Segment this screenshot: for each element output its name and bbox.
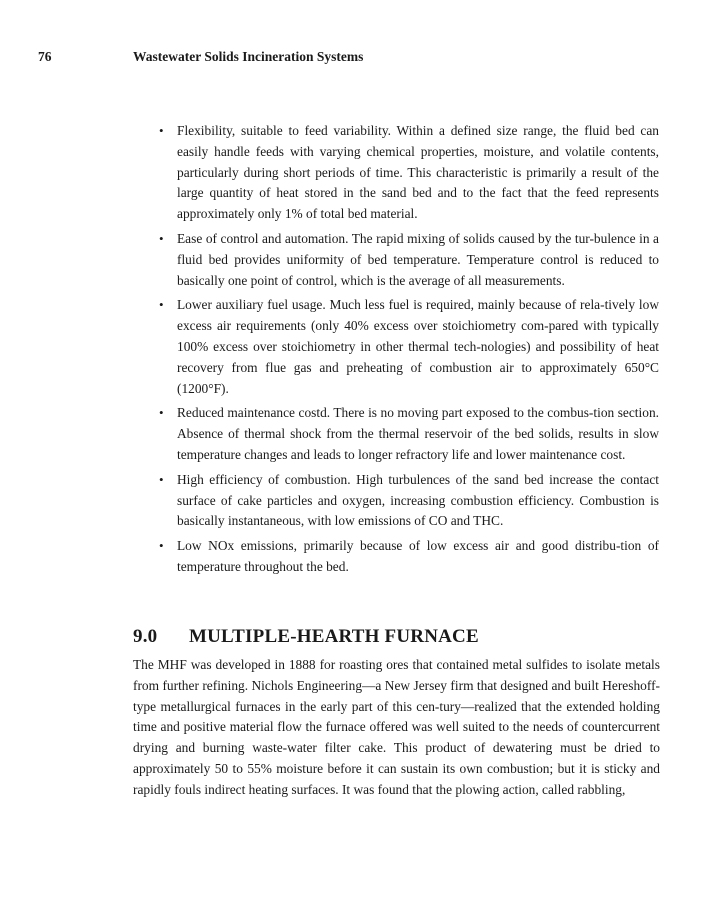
page-number: 76 bbox=[38, 49, 52, 64]
bullet-icon: • bbox=[159, 230, 164, 246]
section-multiple-hearth-furnace bbox=[133, 626, 660, 801]
bullet-item-flexibility bbox=[159, 121, 659, 225]
bullet-icon: • bbox=[159, 123, 164, 138]
bullet-text: High efficiency of combustion. High turbulences of the sand bed increase the contact surface of cake particles and oxygen, increasing combustion efficiency. Combustion is basically instantaneous, with low emissions of CO and THC. bbox=[177, 471, 659, 529]
section-heading bbox=[133, 626, 660, 648]
running-header bbox=[38, 49, 678, 69]
section-number: 9.0 bbox=[133, 626, 158, 647]
section-paragraph: The MHF was developed in 1888 for roasting ores that contained metal sulfides to isolate metals from further refining. Nichols Engineering—a New Jersey firm that designed and built Hereshoff-type metallurgical furnaces in the early part of this cen-tury—realized that the extended holding time and positive material flow the furnace offered was well suited to the needs of countercurrent drying and burning waste-water filter cake. This product of dewatering must be dried to approximately 50 to 55% moisture before it can sustain its own combustion; but it is sticky and rapidly fouls indirect heating surfaces. It was found that the plowing action, called rabbling, bbox=[133, 657, 660, 797]
bullet-text: Flexibility, suitable to feed variability. Within a defined size range, the fluid bed can easily handle feeds with varying chemical properties, moisture, and volatile contents, particularly during short periods of time. This characteristic is primarily a result of the large quantity of heat stored in the sand bed and to the fact that the feed represents approximately only 1% of total bed material. bbox=[177, 123, 659, 222]
bullet-icon: • bbox=[159, 297, 164, 313]
bullet-text: Reduced maintenance costd. There is no moving part exposed to the combus-tion section. Absence of thermal shock from the thermal reservoir of the bed solids, results in slow temperature changes and leads to longer refractory life and lower maintenance cost. bbox=[177, 405, 659, 462]
bullet-item-nox bbox=[159, 536, 659, 578]
advantages-bullet-list bbox=[159, 121, 659, 582]
bullet-item-maintenance bbox=[159, 403, 659, 465]
section-title: MULTIPLE-HEARTH FURNACE bbox=[189, 626, 479, 647]
bullet-icon: • bbox=[159, 471, 164, 487]
bullet-item-control bbox=[159, 229, 659, 291]
bullet-item-efficiency bbox=[159, 470, 659, 532]
bullet-text: Ease of control and automation. The rapid mixing of solids caused by the tur-bulence in a fluid bed provides uniformity of bed temperature. Temperature control is reduced to basically one point of control, which is the average of all measurements. bbox=[177, 230, 659, 288]
bullet-icon: • bbox=[159, 538, 164, 554]
bullet-icon: • bbox=[159, 405, 164, 421]
bullet-text: Lower auxiliary fuel usage. Much less fuel is required, mainly because of rela-tively low excess air requirements (only 40% excess over stoichiometry com-pared with typically 100% excess over stoichiometry in other thermal tech-nologies) and possibility of heat recovery from flue gas and preheating of combustion air to approximately 650°C (1200°F). bbox=[177, 297, 659, 396]
bullet-item-fuel bbox=[159, 295, 659, 399]
bullet-text: Low NOx emissions, primarily because of low excess air and good distribu-tion of temperature throughout the bed. bbox=[177, 538, 659, 574]
running-title: Wastewater Solids Incineration Systems bbox=[133, 49, 364, 64]
